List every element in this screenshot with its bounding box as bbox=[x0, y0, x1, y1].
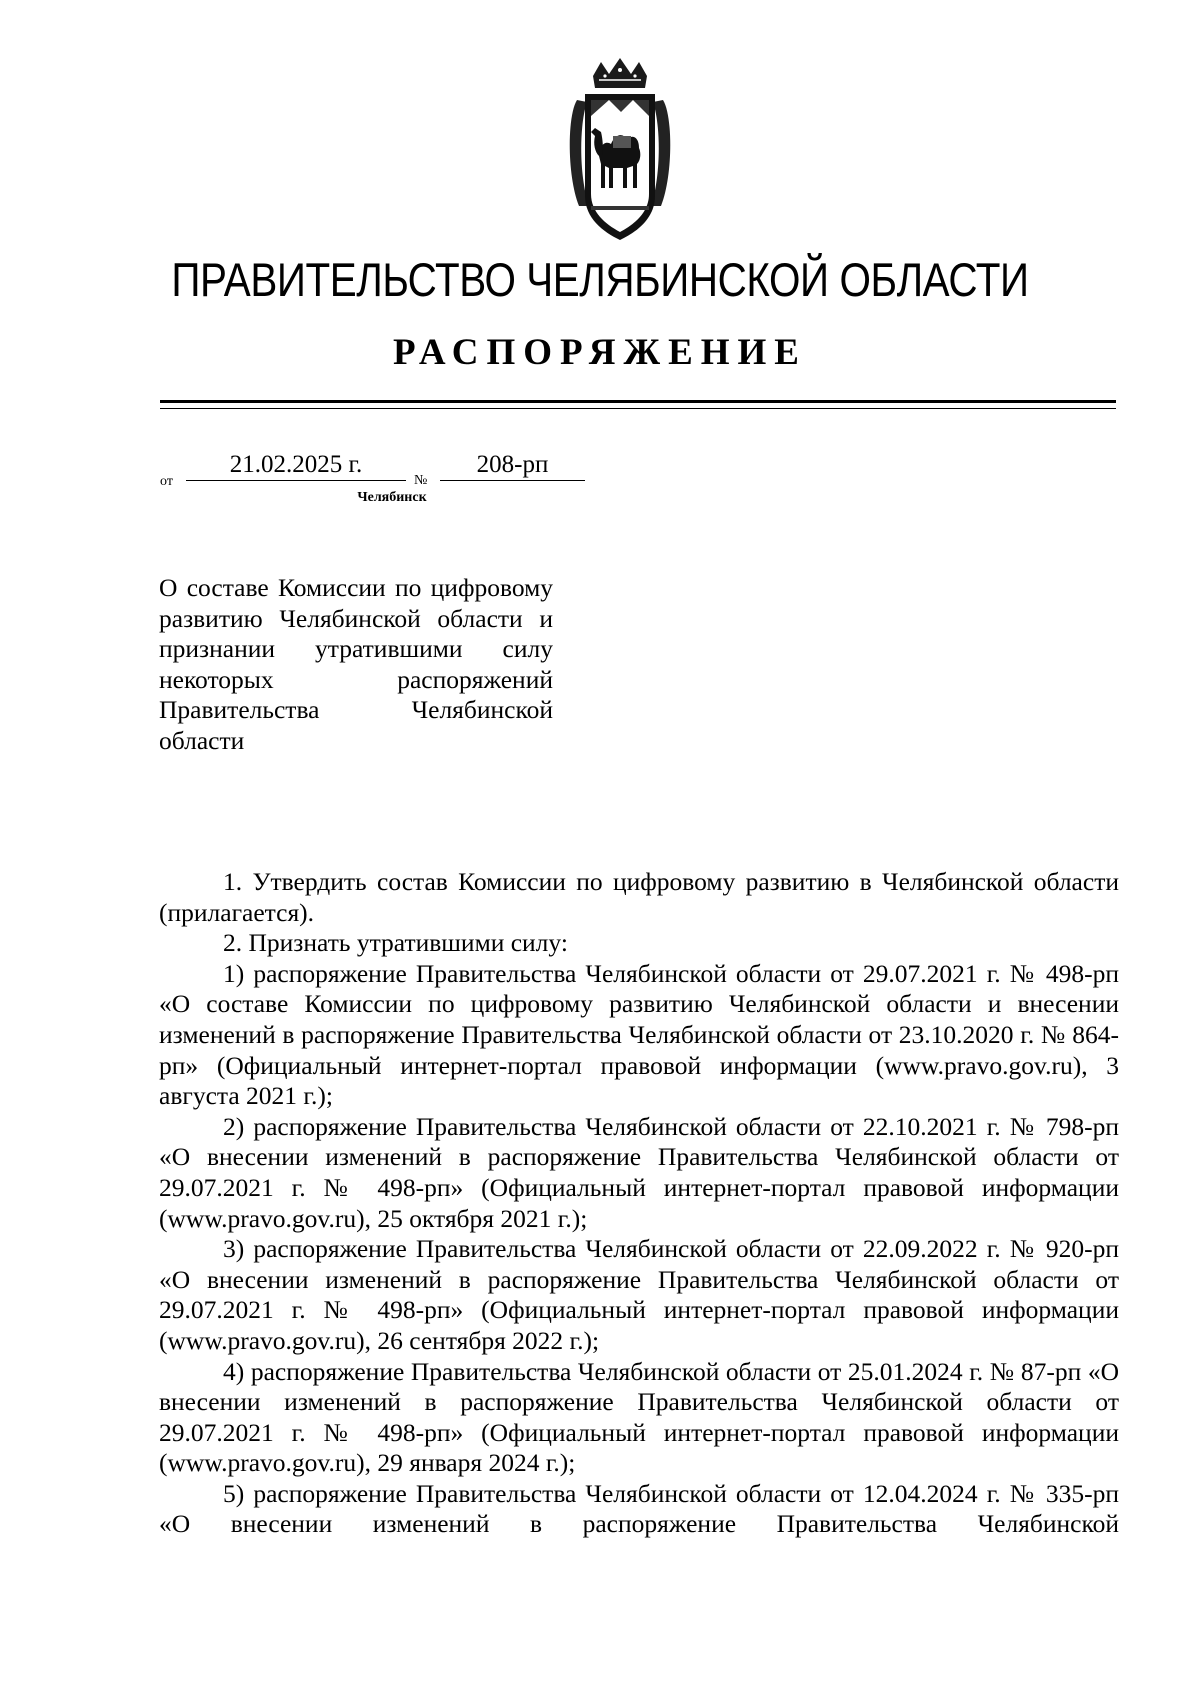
body-paragraph: 1) распоряжение Правительства Челябинской области от 29.07.2021 г. № 498-рп «О составе Комиссии по цифровому развитию Челябинской области и внесении изменений в распоряжение Правительства Челябинской области от 23.10.2020 г. № 864-рп» (Официальный интернет-портал правовой информации (www.pravo.gov.ru), 3 августа 2021 г.); bbox=[159, 958, 1119, 1111]
body-paragraph: 4) распоряжение Правительства Челябинской области от 25.01.2024 г. № 87-рп «О внесении изменений в распоряжение Правительства Челябинской области от 29.07.2021 г. № 498-рп» (Официальный интернет-портал правовой информации (www.pravo.gov.ru), 29 января 2024 г.); bbox=[159, 1356, 1119, 1478]
date-prefix: от bbox=[160, 474, 173, 489]
header-divider-thin bbox=[160, 408, 1116, 409]
header-divider-thick bbox=[160, 400, 1116, 403]
body-paragraph: 3) распоряжение Правительства Челябинской области от 22.09.2022 г. № 920-рп «О внесении изменений в распоряжение Правительства Челябинской области от 29.07.2021 г. № 498-рп» (Официальный интернет-портал правовой информации (www.pravo.gov.ru), 26 сентября 2022 г.); bbox=[159, 1234, 1119, 1355]
document-subject: О составе Комиссии по цифровому развитию Челябинской области и признании утратившими силу некоторых распоряжений Правительства Челябинской области bbox=[159, 573, 553, 755]
document-body bbox=[159, 867, 1119, 1540]
crown-icon bbox=[593, 58, 647, 88]
organization-title: ПРАВИТЕЛЬСТВО ЧЕЛЯБИНСКОЙ ОБЛАСТИ bbox=[171, 253, 1029, 306]
number-prefix: № bbox=[414, 473, 428, 488]
document-date: 21.02.2025 г. bbox=[186, 450, 406, 481]
body-paragraph: 2) распоряжение Правительства Челябинской области от 22.10.2021 г. № 798-рп «О внесении изменений в распоряжение Правительства Челябинской области от 29.07.2021 г. № 498-рп» (Официальный интернет-портал правовой информации (www.pravo.gov.ru), 25 октября 2021 г.); bbox=[159, 1111, 1119, 1233]
body-paragraph: 1. Утвердить состав Комиссии по цифровому развитию в Челябинской области (прилагается). bbox=[159, 867, 1119, 927]
document-number: 208-рп bbox=[440, 450, 585, 481]
body-paragraph: 5) распоряжение Правительства Челябинской области от 12.04.2024 г. № 335-рп «О внесении изменений в распоряжение Правительства Челябинской bbox=[159, 1478, 1119, 1539]
coat-of-arms-emblem bbox=[565, 56, 675, 242]
document-type: РАСПОРЯЖЕНИЕ bbox=[392, 332, 807, 373]
issue-city: Челябинск bbox=[357, 490, 427, 505]
body-paragraph: 2. Признать утратившими силу: bbox=[223, 928, 568, 958]
